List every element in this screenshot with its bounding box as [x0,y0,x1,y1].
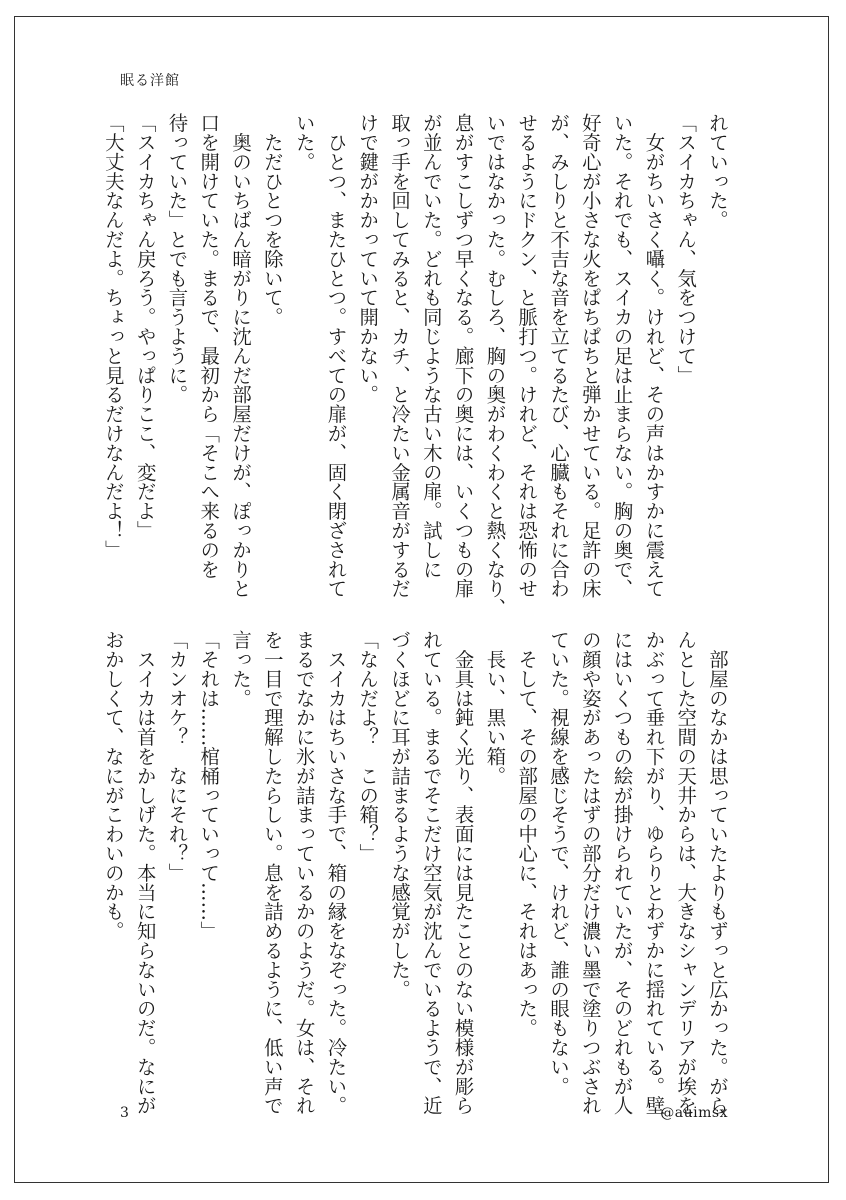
text-line: ただひとつを除いて。 [260,113,284,327]
text-line: 長い、黒い箱。 [483,630,507,786]
text-line: いた。それでも、スイカの足は止まらない。胸の奥で、 [610,113,634,598]
text-line: れている。まるでそこだけ空気が沈んでいるようで、近 [419,630,443,1115]
text-line: 取っ手を回してみると、カチ、と冷たい金属音がするだ [388,113,412,598]
text-line: おかしくて、なにがこわいのかも。 [101,630,125,941]
upper-text-block [97,113,733,618]
author-handle: @auimsx [660,1105,728,1121]
text-line: 女がちいさく囁く。けれど、その声はかすかに震えて [642,113,666,598]
page-number: 3 [120,1105,129,1121]
text-line: 「それは……棺桶っていって……」 [197,630,221,941]
text-line: そして、その部屋の中心に、それはあった。 [515,630,539,1038]
text-line: ひとつ、またひとつ。すべての扉が、固く閉ざされて [324,113,348,598]
text-line: スイカは首をかしげた。本当に知らないのだ。なにが [133,630,157,1115]
text-line: の顔や姿があったはずの部分だけ濃い墨で塗りつぶされ [578,630,602,1115]
text-line: 「スイカちゃん、気をつけて」 [674,113,698,385]
text-line: 言った。 [229,630,253,708]
text-line: せるようにドクン、と脈打つ。けれど、それは恐怖のせ [515,113,539,598]
text-line: 息がすこしずつ早くなる。廊下の奥には、いくつもの扉 [451,113,475,598]
text-line: が並んでいた。どれも同じような古い木の扉。試しに [419,113,443,579]
text-line: にはいくつもの絵が掛けられていたが、そのどれもが人 [610,630,634,1115]
text-line: まるでなかに氷が詰まっているかのようだ。女は、それ [292,630,316,1115]
text-line: 「大丈夫なんだよ。ちょっと見るだけなんだよ！」 [101,113,125,560]
text-line: 口を開けていた。まるで、最初から「そこへ来るのを [197,113,221,579]
text-line: 金具は鈍く光り、表面には見たことのない模様が彫ら [451,630,475,1115]
text-line: 好奇心が小さな火をぱちぱちと弾かせている。足許の床 [578,113,602,598]
text-line: けで鍵がかかっていて開かない。 [356,113,380,404]
text-line: が、みしりと不吉な音を立てるたび、心臓もそれに合わ [547,113,571,598]
running-title: 眠る洋館 [120,73,180,89]
text-line: 待っていた」とでも言うように。 [165,113,189,404]
text-line: 「スイカちゃん戻ろう。やっぱりここ、変だよ」 [133,113,157,540]
text-line: いではなかった。むしろ、胸の奥がわくわくと熱くなり、 [483,113,507,618]
text-line: 部屋のなかは思っていたよりもずっと広かった。がら [706,630,729,1115]
text-line: 「カンオケ？ なにそれ？」 [165,630,189,883]
text-line: スイカはちいさな手で、箱の縁をなぞった。冷たい。 [324,630,348,1115]
text-line: づくほどに耳が詰まるような感覚がした。 [388,630,412,999]
text-line: れていった。 [706,113,729,230]
text-line: ていた。視線を感じそうで、けれど、誰の眼もない。 [547,630,571,1096]
text-line: 「なんだよ？ この箱？」 [356,630,380,863]
text-line: んとした空間の天井からは、大きなシャンデリアが埃を [674,630,698,1115]
text-line: かぶって垂れ下がり、ゆらりとわずかに揺れている。壁 [642,630,666,1115]
text-line: を一目で理解したらしい。息を詰めるように、低い声で [260,630,284,1115]
text-line: いた。 [292,113,316,172]
text-line: 奥のいちばん暗がりに沈んだ部屋だけが、ぽっかりと [229,113,253,598]
